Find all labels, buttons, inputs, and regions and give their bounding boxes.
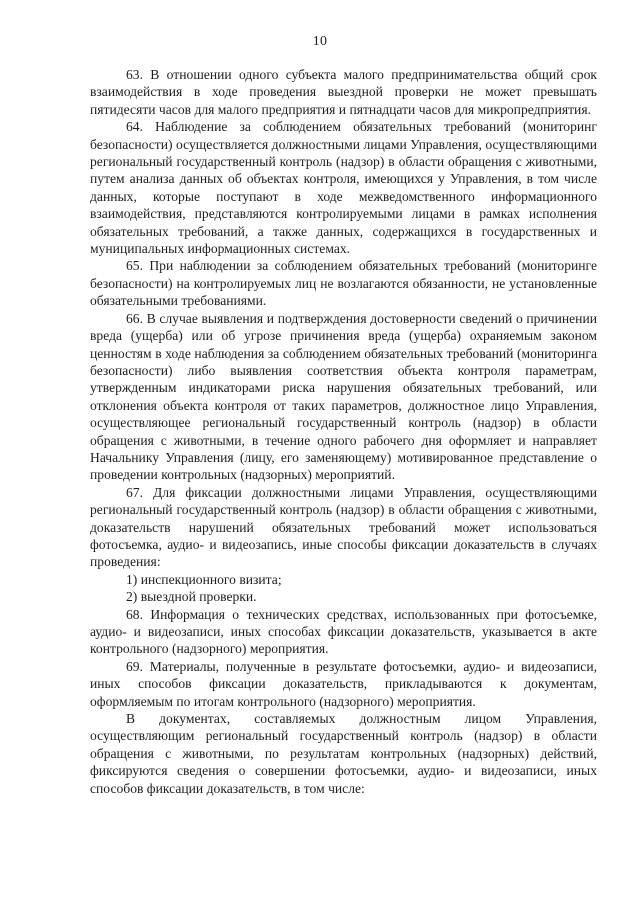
paragraph-69: 69. Материалы, полученные в результате фотосъемки, аудио- и видеозаписи, иных способов фиксации доказательств, прикладываются к документам, оформляемым по итогам контрольного (надзорного) мероприятия. xyxy=(90,658,597,709)
paragraph-67: 67. Для фиксации должностными лицами Управления, осуществляющими региональный государственный контроль (надзор) в области обращения с животными, доказательств нарушений обязательных требований может использоваться фотосъемка, аудио- и видеозапись, иные способы фиксации доказательств в случаях проведения: xyxy=(90,484,597,570)
paragraph-66: 66. В случае выявления и подтверждения достоверности сведений о причинении вреда (ущерба) или об угрозе причинения вреда (ущерба) охраняемым законом ценностям в ходе наблюдения за соблюдением обязательных требований (мониторинга безопасности) либо выявления соответствия объекта контроля параметрам, утвержденным индикаторами риска нарушения обязательных требований, или отклонения объекта контроля от таких параметров, должностное лицо Управления, осуществляющее региональный государственный контроль (надзор) в области обращения с животными, в течение одного рабочего дня оформляет и направляет Начальнику Управления (лицу, его заменяющему) мотивированное представление о проведении контрольных (надзорных) мероприятий. xyxy=(90,310,597,483)
paragraph-64: 64. Наблюдение за соблюдением обязательных требований (мониторинг безопасности) осуществляется должностными лицами Управления, осуществляющими региональный государственный контроль (надзор) в области обращения с животными, путем анализа данных об объектах контроля, имеющихся у Управления, в том числе данных, которые поступают в ходе межведомственного информационного взаимодействия, представляются контролируемыми лицами в рамках исполнения обязательных требований, а также данных, содержащихся в государственных и муниципальных информационных системах. xyxy=(90,119,597,257)
paragraph-63: 63. В отношении одного субъекта малого предпринимательства общий срок взаимодействия в ходе проведения выездной проверки не может превышать пятидесяти часов для малого предприятия и пятнадцати часов для микропредприятия. xyxy=(90,67,597,117)
list-item-field-check: 2) выездной проверки. xyxy=(126,589,257,605)
paragraph-documents: В документах, составляемых должностным лицом Управления, осуществляющим региональный государственный контроль (надзор) в области обращения с животными, по результатам контрольных (надзорных) действий, фиксируются сведения о совершении фотосъемки, аудио- и видеозаписи, иных способов фиксации доказательств, в том числе: xyxy=(90,711,597,796)
list-item-inspection-visit: 1) инспекционного визита; xyxy=(126,571,282,587)
page-number: 10 xyxy=(312,34,328,49)
paragraph-68: 68. Информация о технических средствах, использованных при фотосъемке, аудио- и видеозаписи, иных способах фиксации доказательств, указывается в акте контрольного (надзорного) мероприятия. xyxy=(90,606,597,657)
document-body xyxy=(90,66,597,797)
paragraph-65: 65. При наблюдении за соблюдением обязательных требований (мониторинге безопасности) на контролируемых лиц не возлагаются обязанности, не установленные обязательными требованиями. xyxy=(90,258,597,309)
